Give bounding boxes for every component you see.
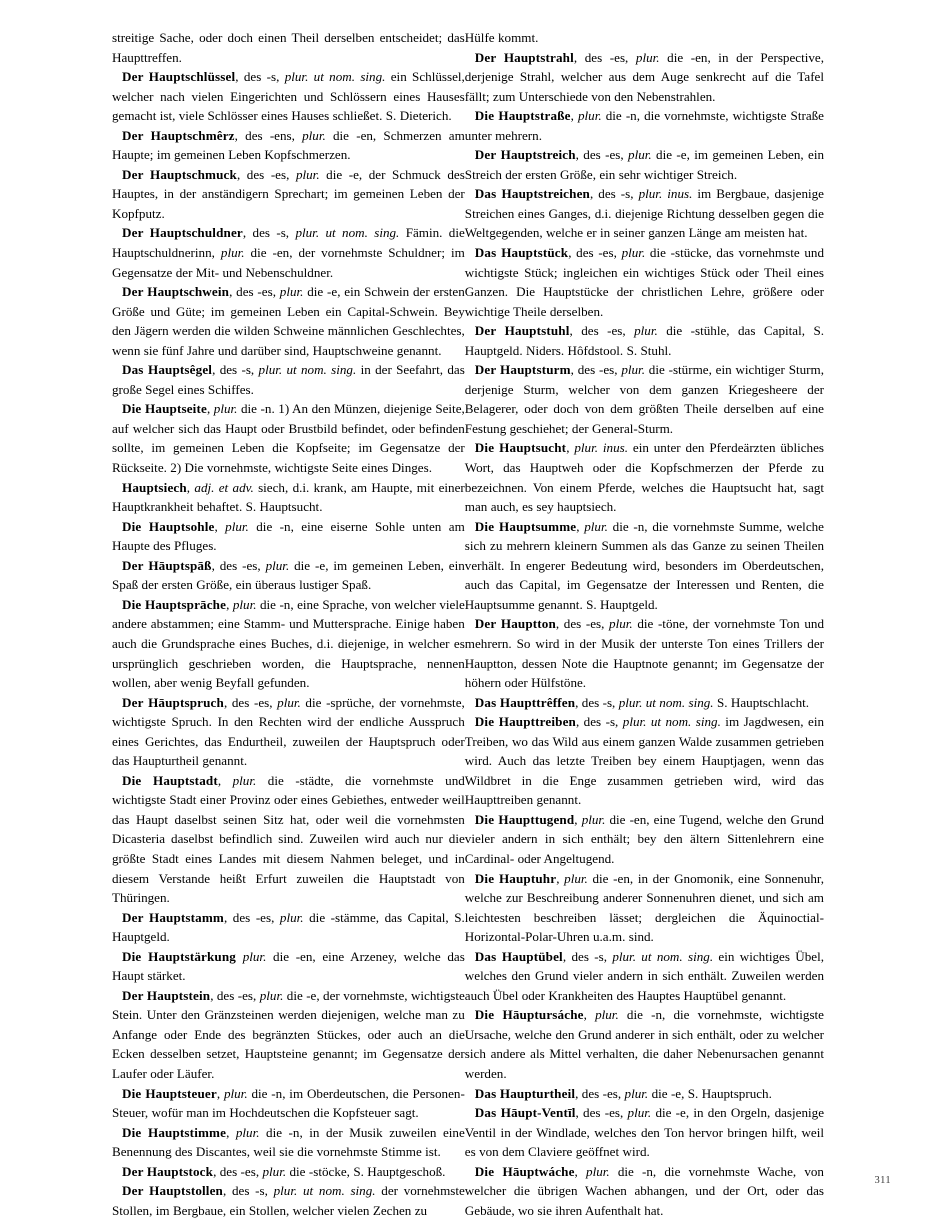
entry-headword: Der Hauptschwein bbox=[122, 284, 230, 300]
entry-headword: Die Hauptstraße bbox=[474, 108, 571, 124]
entry-grammar-plain: , des -es, bbox=[575, 1085, 625, 1101]
entry-grammar-italic: plur. bbox=[634, 323, 658, 339]
entry-body: die -en, in der Gnomonik, eine Sonnenuhr, welche zur Beschreibung anderer Sonnenuhren dienet, und sich am leichtesten beschreiben lässet; dergleichen die Äquinoctial-Horizontal-Polar-Uhren u.a.m. sind. bbox=[464, 870, 824, 945]
entry-headword: Der Hauptschmêrz bbox=[122, 127, 235, 143]
entry-headword: Der Hauptstrahl bbox=[474, 49, 574, 65]
entry-grammar-plain: , des -es, bbox=[211, 557, 266, 573]
entry-body: in der Seefahrt, das große Segel eines Schiffes. bbox=[112, 362, 465, 397]
entry-grammar-italic: plur. bbox=[624, 1085, 649, 1101]
entry-headword: Die Hāuptwáche bbox=[474, 1163, 575, 1179]
entry-grammar-italic: plur. bbox=[581, 811, 606, 827]
entry-grammar-plain: , des -es, bbox=[575, 147, 629, 163]
entry-grammar-plain: , des -s, bbox=[235, 69, 285, 85]
entry-grammar-plain: , des -s, bbox=[562, 948, 613, 964]
entry-body: die -n, die vornehmste, wichtigste Straße unter mehrern. bbox=[464, 108, 824, 143]
entry-grammar-italic: plur. bbox=[277, 694, 301, 710]
dictionary-entry bbox=[112, 282, 465, 360]
entry-body: die -en, eine Arzeney, welche das Haupt stärket. bbox=[112, 948, 465, 984]
entry-grammar-italic: plur. bbox=[584, 518, 608, 534]
entry-grammar-plain: , des -es, bbox=[223, 909, 280, 925]
entry-grammar-italic: plur. bbox=[279, 284, 304, 300]
entry-grammar-italic: plur. inus. bbox=[638, 186, 693, 202]
entry-grammar-plain: , bbox=[226, 1124, 236, 1140]
entry-headword: Das Hāupt-Ventīl bbox=[474, 1105, 576, 1121]
entry-body: die -n. 1) An den Münzen, diejenige Seite, auf welcher sich das Haupt oder Brustbild befindet, oder befinden sollte, im gemeinen Leben die Kopfseite; im Gegensatze der Rückseite. 2) Die vornehmste, wichtigste Seite eines Dinges. bbox=[112, 401, 465, 476]
entry-body: die -en, eine Tugend, welche den Grund vieler andern in sich enthält; bey den ältern Sittenlehrern eine Cardinal- oder Angeltugend. bbox=[464, 811, 824, 866]
dictionary-entry bbox=[112, 126, 465, 165]
entry-grammar-plain: , bbox=[574, 1163, 587, 1179]
entry-grammar-plain: , bbox=[574, 811, 582, 827]
entry-grammar-italic: plur. inus. bbox=[574, 440, 628, 456]
entry-headword: Der Hauptstamm bbox=[122, 909, 224, 925]
entry-headword: Das Haupttrêffen bbox=[474, 694, 576, 710]
entry-headword: Der Hauptsturm bbox=[474, 362, 571, 378]
entry-grammar-italic: plur. bbox=[628, 147, 652, 163]
entry-body: die -n, eine Sprache, von welcher viele andere abstammen; eine Stamm- und Muttersprache. Einige haben auch die Grundsprache eines Buches, d.i. diejenige, in welcher es ursprünglich geschrieben worden, die Hauptsprache, nennen wollen, aber wenig Beyfall gefunden. bbox=[112, 596, 465, 691]
dictionary-entry bbox=[465, 614, 824, 692]
entry-grammar-italic: plur. bbox=[635, 49, 660, 65]
entry-body: die -n, die vornehmste Wache, von welcher die übrigen Wachen abhangen, und der Ort, oder das Gebäude, wo sie ihren Aufenthalt hat. bbox=[464, 1163, 824, 1218]
entry-headword: Der Hauptstein bbox=[122, 987, 211, 1003]
entry-body: streitige Sache, oder doch einen Theil derselben entscheidet; das Haupttreffen. bbox=[112, 30, 465, 65]
entry-body: ein Schlüssel, welcher nach vielen Eingerichten und Schlössern eines Hauses gemacht ist, viele Schlösser eines Hauses schließet. S. Dieterich. bbox=[112, 69, 465, 124]
entry-body: die -stürme, ein wichtiger Sturm, derjenige Sturm, welcher von dem ganzen Kriegesheere der Belagerer, oder doch von dem größten Theile derselben auf eine Festung geschiehet; der General-Sturm. bbox=[464, 362, 824, 436]
entry-body: die -städte, die vornehmste und wichtigste Stadt einer Provinz oder eines Gebiethes, entweder weil das Haupt daselbst seinen Sitz hat, oder weil die vornehmsten Dicasteria daselbst befindlich sind. Zuweilen wird auch nur die größte Stadt eines Landes mit diesem Nahmen beleget, und in diesem Verstande heißt Erfurt zuweilen die Hauptstadt von Thüringen. bbox=[112, 772, 465, 906]
entry-grammar-plain: , bbox=[583, 1007, 596, 1023]
dictionary-entry bbox=[465, 360, 824, 438]
dictionary-entry bbox=[465, 1103, 824, 1162]
entry-headword: Der Hauptschlüssel bbox=[122, 69, 236, 85]
dictionary-entry bbox=[112, 165, 465, 224]
entry-grammar-plain: , des -s, bbox=[575, 694, 619, 710]
entry-headword: Der Hauptstreich bbox=[474, 147, 576, 163]
entry-grammar-italic: plur. bbox=[295, 166, 320, 182]
dictionary-entry bbox=[465, 1084, 824, 1104]
entry-grammar-italic: plur. bbox=[627, 1105, 652, 1121]
entry-headword: Die Hauptstadt bbox=[122, 772, 218, 788]
dictionary-entry bbox=[465, 1162, 824, 1220]
entry-body: Fämin. die Hauptschuldnerinn, bbox=[112, 225, 465, 261]
entry-grammar-italic: plur. ut nom. sing. bbox=[284, 69, 386, 85]
dictionary-entry bbox=[465, 184, 824, 243]
dictionary-entry bbox=[465, 321, 824, 360]
dictionary-entry bbox=[112, 478, 465, 517]
dictionary-entry bbox=[465, 48, 824, 107]
entry-headword: Der Hāuptspāß bbox=[122, 557, 212, 573]
entry-grammar-italic: adj. et adv. bbox=[194, 479, 254, 495]
entry-grammar-italic: plur. bbox=[242, 948, 267, 964]
entry-grammar-plain bbox=[236, 949, 243, 964]
entry-body: die -en, in der Perspective, derjenige Strahl, welcher aus dem Auge senkrecht auf die Tafel fällt; zum Unterschiede von den Nebenstrahlen. bbox=[464, 49, 825, 104]
dictionary-entry bbox=[465, 810, 824, 869]
entry-grammar-plain: , des -es, bbox=[210, 987, 260, 1003]
dictionary-entry bbox=[465, 438, 824, 516]
entry-headword: Hauptsiech bbox=[122, 479, 187, 495]
entry-grammar-italic: plur. ut nom. sing. bbox=[618, 694, 714, 710]
entry-grammar-italic: plur. bbox=[621, 245, 646, 261]
entry-continuation bbox=[465, 28, 824, 48]
dictionary-entry bbox=[465, 712, 824, 810]
entry-headword: Das Hauptsêgel bbox=[122, 362, 213, 378]
entry-grammar-italic-secondary: plur. bbox=[220, 245, 245, 261]
entry-headword: Die Hauptsumme bbox=[474, 518, 577, 534]
entry-grammar-italic: plur. bbox=[564, 870, 588, 886]
entry-body: die -n, die vornehmste, wichtigste Ursache, welche den Grund anderer in sich enthält, oder zu welcher sich andere als Mittel verhalten, die daher Nebenursachen genannt werden. bbox=[464, 1007, 824, 1081]
entry-headword: Der Hauptschmuck bbox=[122, 166, 237, 182]
dictionary-entry bbox=[112, 517, 465, 556]
entry-headword: Der Hauptstollen bbox=[122, 1183, 223, 1199]
entry-grammar-plain: , bbox=[576, 518, 585, 534]
page-number: 311 bbox=[874, 1175, 891, 1186]
entry-grammar-italic: plur. bbox=[621, 362, 645, 378]
entry-grammar-italic: plur. bbox=[232, 772, 257, 788]
dictionary-entry bbox=[112, 67, 465, 126]
entry-headword: Das Haupturtheil bbox=[474, 1085, 576, 1101]
entry-grammar-italic: plur. bbox=[577, 108, 602, 124]
entry-grammar-italic: plur. ut nom. sing. bbox=[612, 948, 714, 964]
entry-grammar-italic: plur. bbox=[279, 909, 304, 925]
entry-body: die -e, der vornehmste, wichtigste Stein. Unter den Gränzsteinen werden diejenigen, welche man zu Anfange oder Ende des begränzten Stückes, oder auch an die Ecken desselben setzet, Hauptsteine genannt; im Gegensatze der Laufer oder Läufer. bbox=[112, 987, 465, 1081]
entry-body: die -n, eine eiserne Sohle unten am Haupte des Pfluges. bbox=[112, 518, 465, 554]
entry-grammar-plain: , des -es, bbox=[573, 49, 636, 65]
entry-headword: Die Haupttreiben bbox=[474, 714, 576, 730]
entry-body: die -stücke, das vornehmste und wichtigste Stück; ingleichen ein wichtiges Stück oder Theil eines Ganzen. Die Hauptstücke der christlichen Lehre, größere oder wichtige Theile derselben. bbox=[464, 245, 824, 319]
entry-headword: Die Haupttugend bbox=[474, 811, 575, 827]
entry-body: die -e, in den Orgeln, dasjenige Ventil in der Windlade, welches den Ton hervor bringen hilft, weil es von dem Claviere geöffnet wird. bbox=[464, 1105, 825, 1160]
entry-headword: Die Hauptsucht bbox=[474, 440, 567, 456]
entry-body: die -e, S. Hauptspruch. bbox=[648, 1085, 772, 1101]
dictionary-entry bbox=[112, 1123, 465, 1162]
entry-body-secondary: die -en, der vornehmste Schuldner; im Gegensatze der Mit- und Nebenschuldner. bbox=[112, 245, 465, 280]
entry-grammar-italic: plur. bbox=[262, 1163, 287, 1179]
entry-grammar-plain: , bbox=[556, 870, 565, 886]
entry-grammar-italic: plur. ut nom. sing. bbox=[258, 362, 357, 378]
dictionary-entry bbox=[112, 771, 465, 908]
entry-body: die -n, im Oberdeutschen, die Personen-Steuer, wofür man im Hochdeutschen die Kopfsteuer sagt. bbox=[112, 1085, 465, 1121]
entry-grammar-italic: plur. bbox=[302, 127, 326, 143]
entry-grammar-plain: , des -s, bbox=[223, 1183, 274, 1199]
entry-grammar-italic: plur. bbox=[213, 401, 238, 417]
dictionary-entry bbox=[465, 106, 824, 145]
dictionary-entry bbox=[465, 517, 824, 615]
right-column bbox=[464, 28, 825, 1218]
entry-body: die -n, die vornehmste Summe, welche sich zu mehrern kleinern Summen als das Ganze zu seinen Theilen verhält. In engerer Bedeutung wird, besonders im Oberdeutschen, auch das Capital, im Gegensatze der Interessen und Renten, die Hauptsumme genannt. S. Hauptgeld. bbox=[464, 518, 824, 612]
dictionary-entry bbox=[465, 869, 824, 947]
dictionary-entry bbox=[112, 986, 465, 1084]
dictionary-entry bbox=[465, 145, 824, 184]
dictionary-entry bbox=[112, 556, 465, 595]
dictionary-entry bbox=[112, 1162, 465, 1182]
dictionary-entry bbox=[465, 947, 824, 1006]
entry-grammar-plain: , des -es, bbox=[213, 1163, 263, 1179]
entry-grammar-italic: plur. bbox=[265, 557, 290, 573]
entry-grammar-italic: plur. bbox=[609, 616, 633, 632]
entry-headword: Die Hauptsprāche bbox=[122, 596, 227, 612]
entry-headword: Das Hauptstreichen bbox=[474, 186, 590, 202]
dictionary-entry bbox=[465, 1005, 824, 1083]
entry-body: ein wichtiges Übel, welches den Grund vieler andern in sich enthält. Zuweilen werden auch Übel oder Krankheiten des Hauptes Hauptübel genannt. bbox=[464, 948, 825, 1003]
entry-headword: Die Hauptsteuer bbox=[122, 1085, 217, 1101]
entry-grammar-plain: , des -s, bbox=[589, 186, 639, 202]
entry-headword: Die Hauptsohle bbox=[122, 518, 215, 534]
two-column-layout bbox=[112, 28, 825, 1218]
entry-grammar-plain: , des -es, bbox=[555, 616, 610, 632]
entry-headword: Das Hauptstück bbox=[474, 245, 569, 261]
entry-grammar-italic: plur. bbox=[586, 1163, 610, 1179]
entry-grammar-plain: , des -s, bbox=[212, 362, 259, 378]
entry-headword: Die Hauptstärkung bbox=[122, 948, 236, 964]
entry-grammar-plain: , des -es, bbox=[229, 284, 280, 300]
entry-body: die -stämme, das Capital, S. Hauptgeld. bbox=[112, 909, 465, 945]
entry-grammar-plain: , bbox=[186, 479, 195, 495]
entry-grammar-plain: , bbox=[206, 401, 214, 417]
entry-grammar-plain: , des -s, bbox=[242, 225, 296, 241]
left-column bbox=[112, 28, 465, 1218]
entry-continuation bbox=[112, 28, 465, 67]
entry-body: siech, d.i. krank, am Haupte, mit einer Hauptkrankheit behaftet. S. Hauptsucht. bbox=[112, 479, 465, 515]
entry-grammar-italic: plur. bbox=[259, 987, 284, 1003]
entry-grammar-plain: , des -es, bbox=[575, 1105, 628, 1121]
entry-headword: Der Hauptstock bbox=[122, 1163, 214, 1179]
entry-body: ein unter den Pferdeärzten übliches Wort, das Hauptweh oder die Kopfschmerzen der Pferde zu bezeichnen. Von einem Pferde, welches die Hauptsucht hat, sagt man auch, es sey hauptsiech. bbox=[464, 440, 825, 515]
entry-headword: Der Hauptton bbox=[474, 616, 556, 632]
entry-headword: Die Hauptseite bbox=[122, 401, 207, 417]
entry-body: die -en, Schmerzen am Haupte; im gemeinen Leben Kopfschmerzen. bbox=[112, 127, 465, 163]
entry-grammar-italic: plur. bbox=[225, 518, 249, 534]
entry-body: der vornehmste Stollen, im Bergbaue, ein Stollen, welcher vielen Zechen zu bbox=[112, 1183, 465, 1218]
dictionary-entry bbox=[465, 243, 824, 321]
entry-body: im Bergbaue, dasjenige Streichen eines Ganges, d.i. diejenige Richtung desselben gegen die Weltgegenden, welche er in seiner ganzen Länge am meisten hat. bbox=[464, 186, 824, 241]
dictionary-entry bbox=[112, 360, 465, 399]
entry-headword: Die Hāuptursáche bbox=[474, 1007, 584, 1023]
entry-grammar-plain: , des -es, bbox=[569, 323, 635, 339]
entry-headword: Die Hauptstimme bbox=[122, 1124, 227, 1140]
entry-body: S. Hauptschlacht. bbox=[713, 694, 810, 710]
entry-grammar-plain: , des -ens, bbox=[234, 127, 303, 143]
entry-body: die -stöcke, S. Hauptgeschoß. bbox=[286, 1163, 446, 1179]
dictionary-entry bbox=[112, 223, 465, 282]
entry-grammar-plain: , bbox=[214, 518, 226, 534]
entry-grammar-plain: , des -es, bbox=[223, 694, 278, 710]
entry-body: die -e, im gemeinen Leben, ein Spaß der ersten Größe, ein überaus lustiger Spaß. bbox=[112, 557, 465, 593]
dictionary-entry bbox=[112, 908, 465, 947]
entry-body: die -töne, der vornehmste Ton und mehrern. So wird in der Musik der unterste Ton eines Trillers der Hauptton, dessen Note die Hauptnote genannt; im Gegensatze der höhern oder Hülfstöne. bbox=[464, 616, 824, 691]
entry-body: die -n, in der Musik zuweilen eine Benennung des Discantes, weil sie die vornehmste Stimme ist. bbox=[112, 1124, 465, 1160]
entry-grammar-italic: plur. bbox=[232, 596, 257, 612]
entry-grammar-plain: , des -s, bbox=[575, 714, 623, 730]
entry-grammar-plain: , bbox=[216, 1085, 224, 1101]
entry-body: die -e, ein Schwein der ersten Größe und Güte; im gemeinen Leben ein Capital-Schwein. Bey den Jägern werden die wilden Schweine männlichen Geschlechtes, wenn sie fünf Jahre und darüber sind, Hauptschweine genannt. bbox=[112, 284, 465, 358]
dictionary-entry bbox=[112, 595, 465, 693]
entry-grammar-italic: plur. ut nom. sing. bbox=[273, 1183, 376, 1199]
entry-grammar-italic: plur. bbox=[595, 1007, 619, 1023]
entry-body: Hülfe kommt. bbox=[464, 30, 539, 45]
entry-headword: Der Hauptstuhl bbox=[474, 323, 570, 339]
dictionary-entry bbox=[112, 1084, 465, 1123]
dictionary-entry bbox=[112, 693, 465, 771]
entry-body: im Jagdwesen, ein Treiben, wo das Wild aus einem ganzen Walde zusammen getrieben wird. Auch das letzte Treiben bey einem Hauptjagen, wenn das Wildbret in die Enge zusammen getrieben wird, wird das Haupttreiben genannt. bbox=[464, 714, 825, 808]
entry-grammar-plain: , bbox=[566, 440, 575, 456]
entry-grammar-italic: plur. ut nom. sing. bbox=[295, 225, 400, 241]
entry-headword: Der Hauptschuldner bbox=[122, 225, 243, 241]
entry-grammar-italic: plur. bbox=[223, 1085, 248, 1101]
entry-grammar-plain: , des -es, bbox=[236, 166, 296, 182]
entry-grammar-italic: plur. bbox=[235, 1124, 260, 1140]
dictionary-entry bbox=[112, 1181, 465, 1220]
entry-grammar-plain: , bbox=[217, 772, 233, 788]
entry-grammar-plain: , des -es, bbox=[570, 362, 622, 378]
entry-headword: Der Hāuptspruch bbox=[122, 694, 224, 710]
entry-body: die -e, im gemeinen Leben, ein Streich der ersten Größe, ein sehr wichtiger Streich. bbox=[464, 147, 825, 182]
dictionary-entry bbox=[465, 693, 824, 713]
entry-grammar-italic: plur. ut nom. sing. bbox=[622, 714, 721, 730]
entry-grammar-plain: , des -es, bbox=[568, 245, 622, 261]
entry-body: die -e, der Schmuck des Hauptes, in der anständigern Sprechart; im gemeinen Leben der Kopfputz. bbox=[112, 166, 465, 221]
entry-body: die -stühle, das Capital, S. Hauptgeld. Niders. Hôfdstool. S. Stuhl. bbox=[464, 323, 824, 358]
entry-grammar-plain: , bbox=[570, 108, 578, 124]
entry-body: die -sprüche, der vornehmste, wichtigste Spruch. In den Rechten wird der endliche Ausspruch eines Gerichtes, das Endurtheil, zuweilen der Hauptspruch oder das Haupturtheil genannt. bbox=[112, 694, 465, 769]
dictionary-entry bbox=[112, 399, 465, 477]
entry-headword: Die Hauptuhr bbox=[474, 870, 557, 886]
entry-headword: Das Hauptübel bbox=[474, 948, 563, 964]
dictionary-entry bbox=[112, 947, 465, 986]
entry-grammar-plain: , bbox=[226, 596, 233, 612]
